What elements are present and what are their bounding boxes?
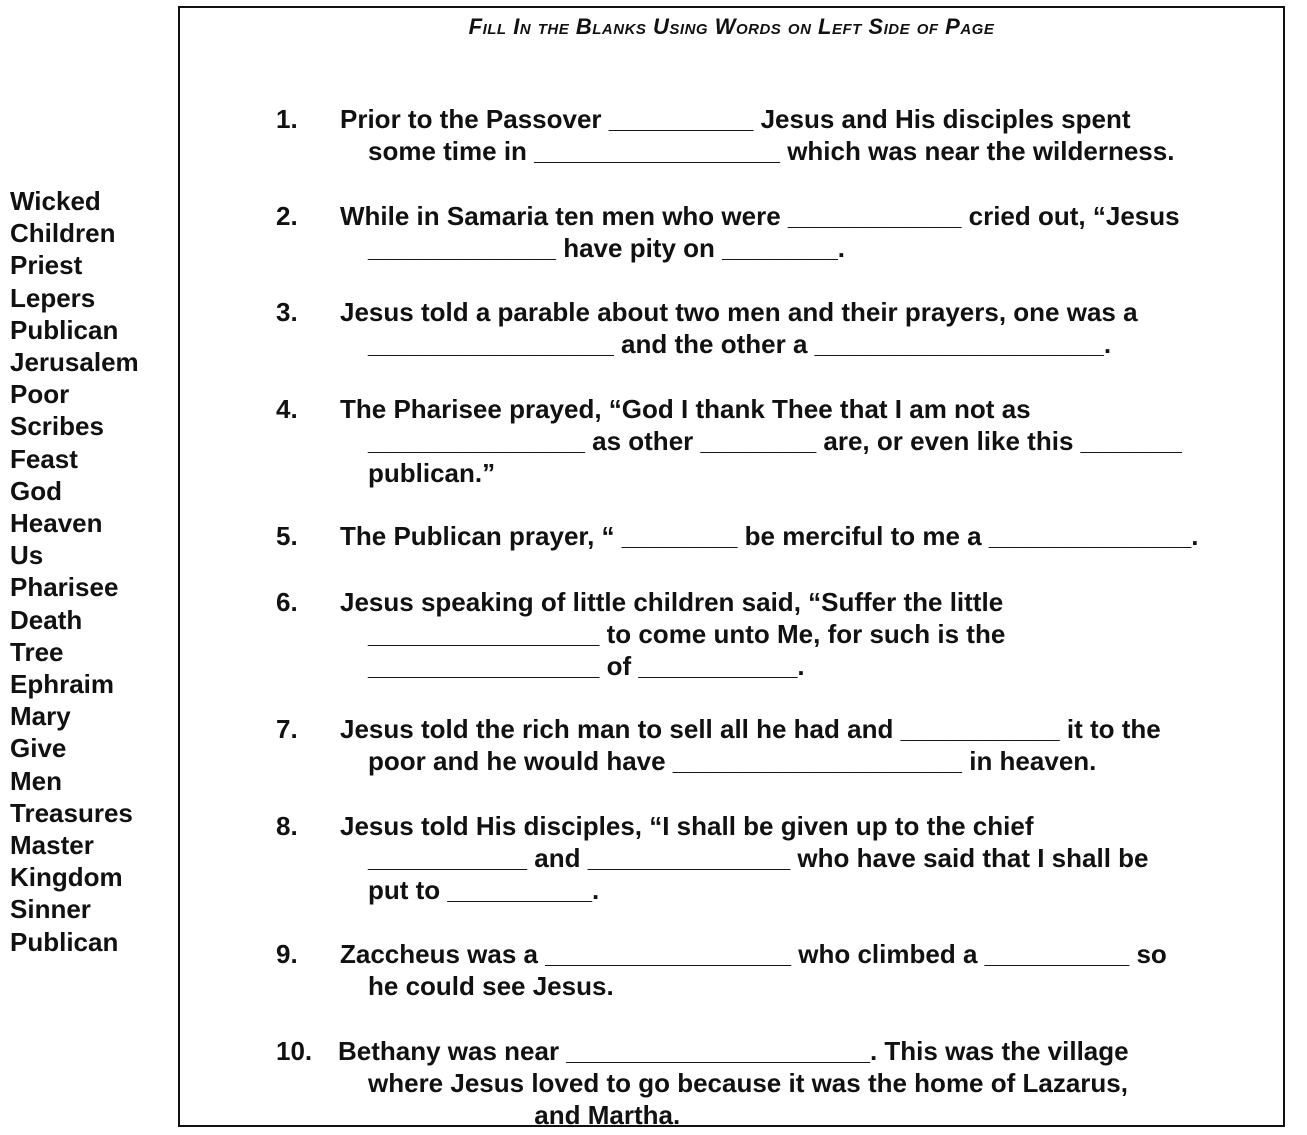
question-line: put to __________. (368, 875, 600, 905)
question-number: 4. (276, 394, 298, 424)
word-bank-item: Publican (10, 926, 119, 957)
word-bank-item: Ephraim (10, 669, 115, 700)
question-line: Prior to the Passover __________ Jesus and His disciples spent (340, 104, 1131, 134)
question-number: 1. (276, 104, 298, 134)
question-line: where Jesus loved to go because it was the home of Lazarus, (368, 1068, 1128, 1098)
question-line: _____________ have pity on ________. (368, 233, 846, 263)
word-bank-item: Treasures (10, 797, 133, 828)
question-line: _______________ as other ________ are, or even like this _______ (368, 426, 1182, 456)
question-2 (276, 200, 1180, 264)
question-line: Jesus speaking of little children said, “Suffer the little (340, 587, 1004, 617)
question-line: Jesus told a parable about two men and their prayers, one was a (340, 297, 1138, 327)
question-number: 3. (276, 297, 298, 327)
question-3 (276, 296, 1138, 360)
word-bank-item: Publican (10, 314, 119, 345)
question-line: The Pharisee prayed, “God I thank Thee that I am not as (340, 394, 1031, 424)
word-bank-item: Sinner (10, 894, 91, 925)
question-number: 7. (276, 714, 298, 744)
question-8 (276, 810, 1148, 906)
question-number: 8. (276, 811, 298, 841)
question-line: ________________ to come unto Me, for such is the (368, 619, 1006, 649)
question-line: Zaccheus was a _________________ who climbed a __________ so (340, 939, 1167, 969)
word-bank-item: Heaven (10, 508, 103, 539)
page-title: Fill In the Blanks Using Words on Left Side of Page (468, 14, 995, 39)
word-bank-item: Kingdom (10, 862, 123, 893)
word-bank-item: Lepers (10, 282, 96, 313)
question-line: poor and he would have ____________________ in heaven. (368, 746, 1097, 776)
word-bank-item: Children (10, 218, 116, 249)
question-number: 6. (276, 587, 298, 617)
question-line: ___________ and ______________ who have said that I shall be (368, 843, 1149, 873)
word-bank-item: Poor (10, 379, 70, 410)
question-5 (276, 520, 1199, 552)
question-line: publican.” (368, 458, 496, 488)
word-bank-item: Mary (10, 701, 71, 732)
question-line: some time in _________________ which was near the wilderness. (368, 136, 1175, 166)
question-number: 10. (276, 1036, 313, 1066)
word-bank-item: God (10, 475, 62, 506)
word-bank-item: Scribes (10, 411, 104, 442)
word-bank-item: Feast (10, 443, 78, 474)
question-1 (276, 103, 1174, 167)
question-10 (276, 1035, 1129, 1131)
word-bank-item: Death (10, 604, 83, 635)
question-line: While in Samaria ten men who were ____________ cried out, “Jesus (340, 201, 1180, 231)
question-line: ___________ and Martha. (368, 1100, 681, 1130)
question-line: _________________ and the other a ____________________. (368, 329, 1112, 359)
question-line: Bethany was near _____________________. This was the village (338, 1036, 1129, 1066)
word-bank (10, 185, 139, 958)
question-line: Jesus told His disciples, “I shall be given up to the chief (340, 811, 1034, 841)
word-bank-item: Pharisee (10, 572, 119, 603)
question-line: Jesus told the rich man to sell all he had and ___________ it to the (340, 714, 1161, 744)
question-6 (276, 586, 1005, 682)
worksheet-box (178, 6, 1285, 1130)
word-bank-item: Jerusalem (10, 347, 139, 378)
question-line: he could see Jesus. (368, 971, 614, 1001)
word-bank-item: Tree (10, 636, 64, 667)
word-bank-item: Give (10, 733, 67, 764)
question-number: 2. (276, 201, 298, 231)
question-number: 9. (276, 939, 298, 969)
word-bank-item: Wicked (10, 186, 101, 216)
question-9 (276, 938, 1167, 1002)
question-line: The Publican prayer, “ ________ be merciful to me a ______________. (340, 521, 1199, 551)
word-bank-item: Men (10, 765, 62, 796)
word-bank-item: Master (10, 830, 94, 861)
question-7 (276, 713, 1161, 777)
question-4 (276, 393, 1182, 489)
question-number: 5. (276, 521, 298, 551)
question-line: ________________ of ___________. (368, 651, 805, 681)
word-bank-item: Us (10, 540, 44, 571)
word-bank-item: Priest (10, 250, 83, 281)
